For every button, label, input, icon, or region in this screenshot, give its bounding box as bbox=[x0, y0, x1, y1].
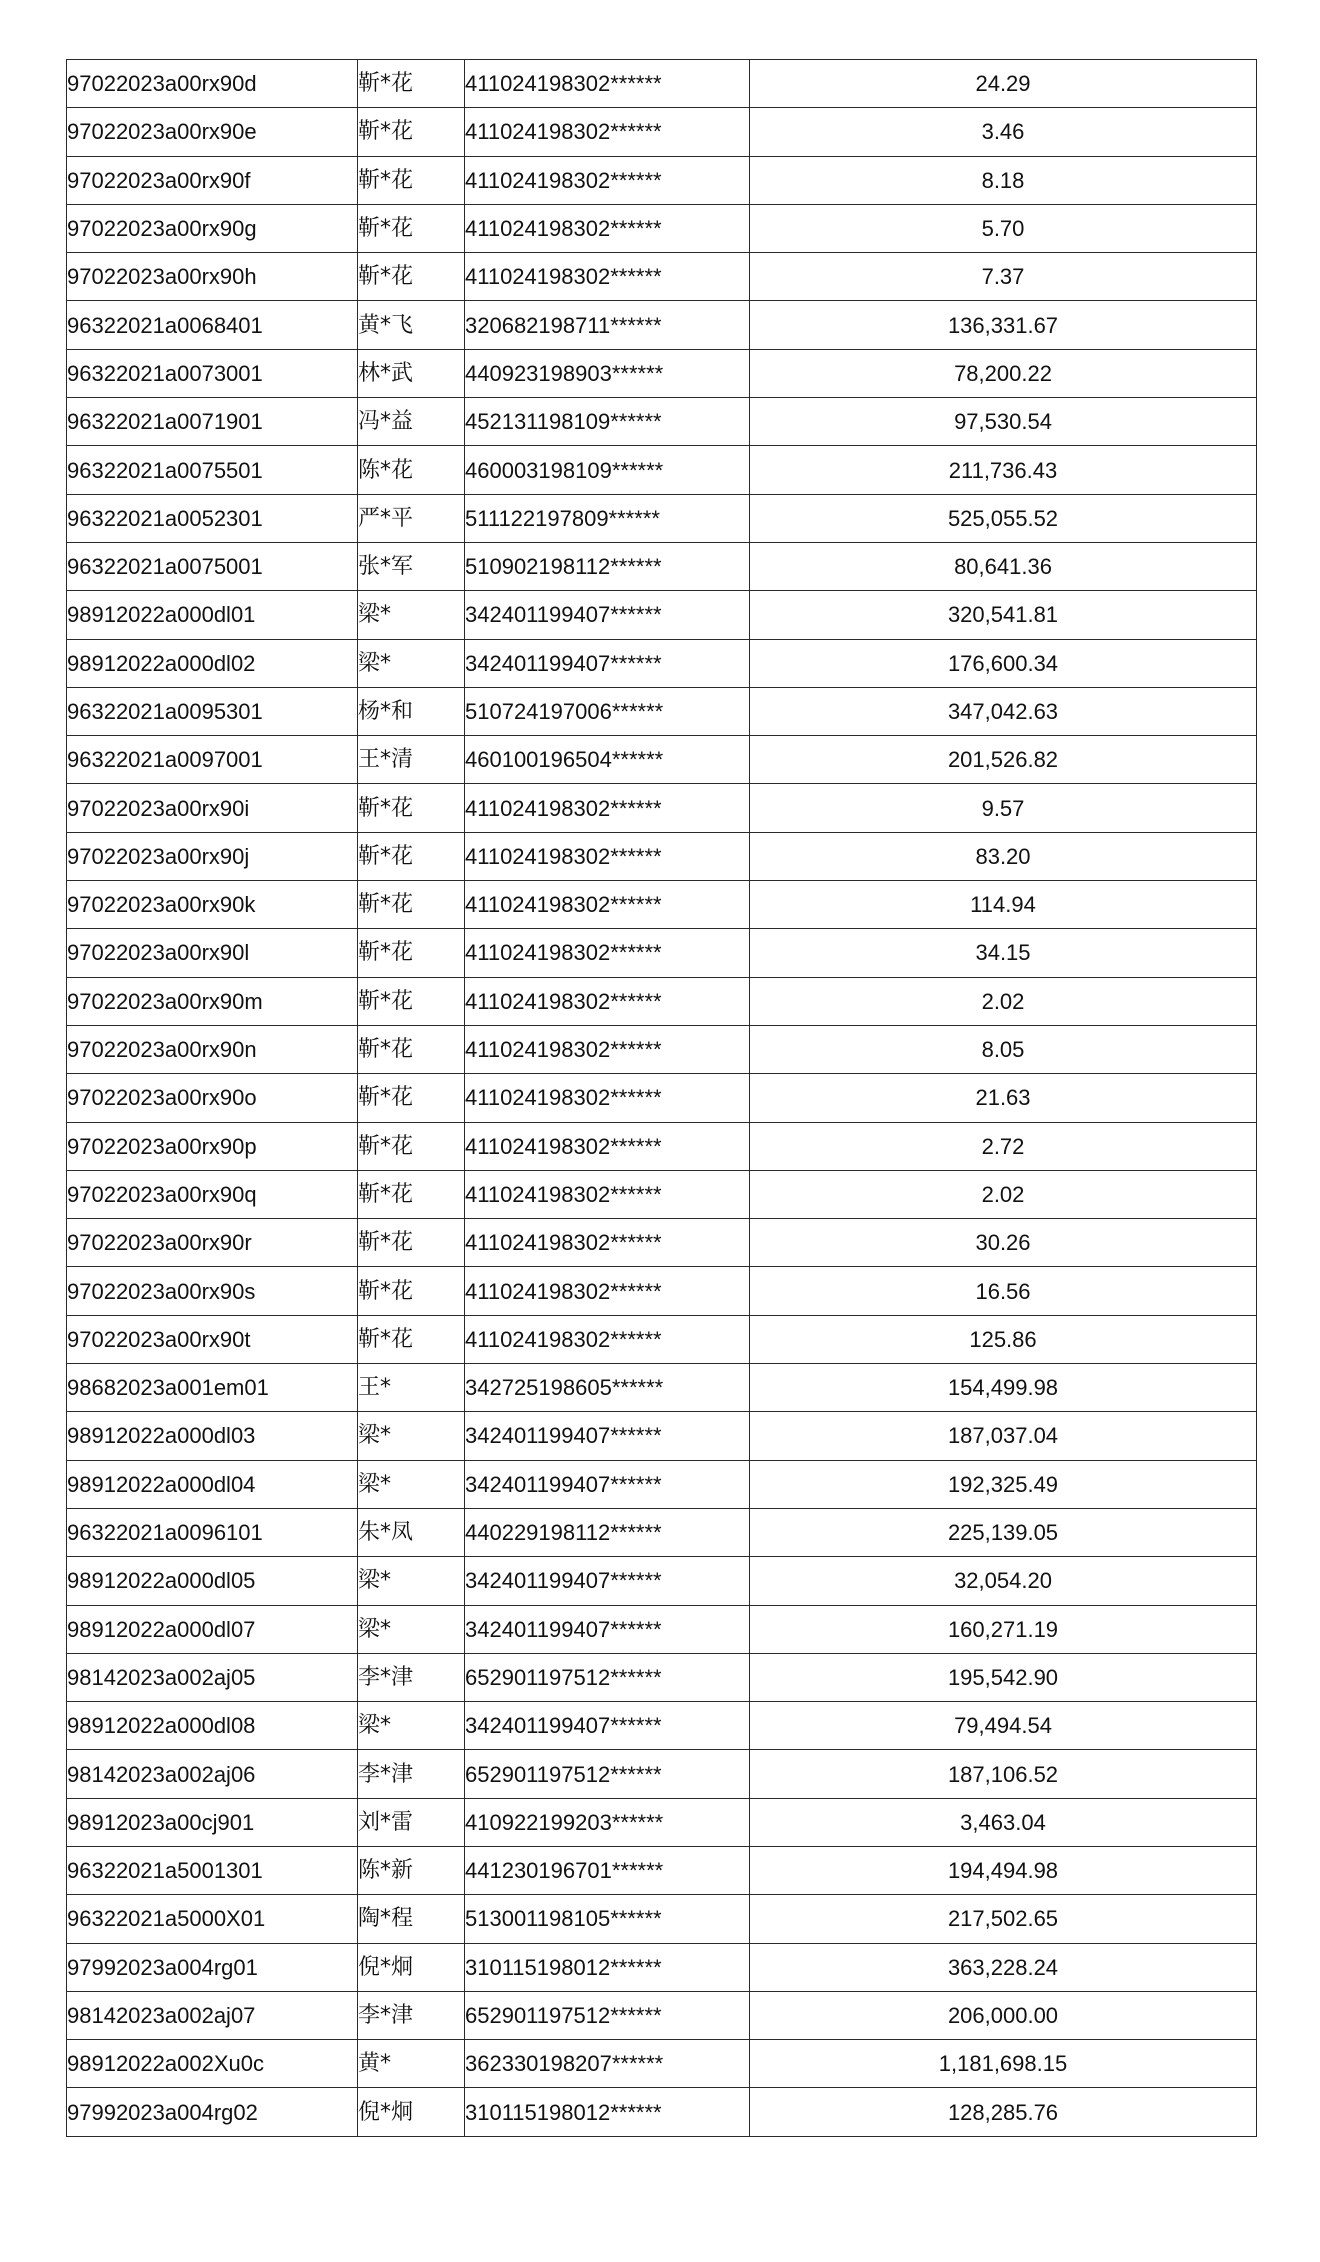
id-number-cell: 411024198302****** bbox=[465, 1315, 750, 1363]
amount-cell: 8.05 bbox=[750, 1025, 1257, 1073]
id-number-cell: 411024198302****** bbox=[465, 60, 750, 108]
amount-cell: 217,502.65 bbox=[750, 1895, 1257, 1943]
record-id-cell: 97022023a00rx90r bbox=[67, 1219, 358, 1267]
holder-name-cell: 靳*花 bbox=[358, 1025, 465, 1073]
amount-cell: 225,139.05 bbox=[750, 1508, 1257, 1556]
id-number-cell: 310115198012****** bbox=[465, 1943, 750, 1991]
table-row bbox=[67, 977, 1257, 1025]
holder-name-cell: 刘*雷 bbox=[358, 1798, 465, 1846]
id-number-cell: 411024198302****** bbox=[465, 253, 750, 301]
id-number-cell: 440923198903****** bbox=[465, 349, 750, 397]
amount-cell: 187,037.04 bbox=[750, 1412, 1257, 1460]
holder-name-cell: 黄* bbox=[358, 2040, 465, 2088]
id-number-cell: 411024198302****** bbox=[465, 929, 750, 977]
amount-cell: 3.46 bbox=[750, 108, 1257, 156]
amount-cell: 211,736.43 bbox=[750, 446, 1257, 494]
table-row bbox=[67, 542, 1257, 590]
id-number-cell: 411024198302****** bbox=[465, 156, 750, 204]
id-number-cell: 310115198012****** bbox=[465, 2088, 750, 2136]
id-number-cell: 652901197512****** bbox=[465, 1991, 750, 2039]
record-id-cell: 98912022a000dl05 bbox=[67, 1557, 358, 1605]
holder-name-cell: 王*清 bbox=[358, 736, 465, 784]
table-row bbox=[67, 1750, 1257, 1798]
amount-cell: 78,200.22 bbox=[750, 349, 1257, 397]
table-row bbox=[67, 1412, 1257, 1460]
holder-name-cell: 靳*花 bbox=[358, 881, 465, 929]
amount-cell: 525,055.52 bbox=[750, 494, 1257, 542]
record-id-cell: 97022023a00rx90t bbox=[67, 1315, 358, 1363]
record-id-cell: 96322021a0052301 bbox=[67, 494, 358, 542]
table-row bbox=[67, 1557, 1257, 1605]
holder-name-cell: 李*津 bbox=[358, 1991, 465, 2039]
id-number-cell: 452131198109****** bbox=[465, 398, 750, 446]
amount-cell: 195,542.90 bbox=[750, 1653, 1257, 1701]
record-id-cell: 96322021a0071901 bbox=[67, 398, 358, 446]
table-row bbox=[67, 253, 1257, 301]
id-number-cell: 411024198302****** bbox=[465, 108, 750, 156]
amount-cell: 30.26 bbox=[750, 1219, 1257, 1267]
holder-name-cell: 靳*花 bbox=[358, 929, 465, 977]
holder-name-cell: 梁* bbox=[358, 1412, 465, 1460]
holder-name-cell: 梁* bbox=[358, 591, 465, 639]
id-number-cell: 513001198105****** bbox=[465, 1895, 750, 1943]
holder-name-cell: 靳*花 bbox=[358, 1267, 465, 1315]
record-id-cell: 98912022a000dl02 bbox=[67, 639, 358, 687]
table-row bbox=[67, 639, 1257, 687]
record-id-cell: 98912022a000dl03 bbox=[67, 1412, 358, 1460]
record-id-cell: 96322021a0075501 bbox=[67, 446, 358, 494]
record-id-cell: 97022023a00rx90e bbox=[67, 108, 358, 156]
holder-name-cell: 梁* bbox=[358, 1702, 465, 1750]
id-number-cell: 342401199407****** bbox=[465, 1460, 750, 1508]
amount-cell: 187,106.52 bbox=[750, 1750, 1257, 1798]
record-id-cell: 97022023a00rx90p bbox=[67, 1122, 358, 1170]
amount-cell: 206,000.00 bbox=[750, 1991, 1257, 2039]
holder-name-cell: 梁* bbox=[358, 1605, 465, 1653]
table-row bbox=[67, 1702, 1257, 1750]
record-id-cell: 97992023a004rg01 bbox=[67, 1943, 358, 1991]
table-row bbox=[67, 60, 1257, 108]
amount-cell: 34.15 bbox=[750, 929, 1257, 977]
holder-name-cell: 靳*花 bbox=[358, 204, 465, 252]
amount-cell: 80,641.36 bbox=[750, 542, 1257, 590]
table-row bbox=[67, 784, 1257, 832]
table-row bbox=[67, 1315, 1257, 1363]
table-row bbox=[67, 1508, 1257, 1556]
table-row bbox=[67, 1460, 1257, 1508]
table-row bbox=[67, 1025, 1257, 1073]
holder-name-cell: 王* bbox=[358, 1364, 465, 1412]
amount-cell: 128,285.76 bbox=[750, 2088, 1257, 2136]
table-row bbox=[67, 349, 1257, 397]
record-id-cell: 98912022a000dl01 bbox=[67, 591, 358, 639]
id-number-cell: 411024198302****** bbox=[465, 1170, 750, 1218]
table-row bbox=[67, 1943, 1257, 1991]
table-row bbox=[67, 1991, 1257, 2039]
record-id-cell: 96322021a5001301 bbox=[67, 1846, 358, 1894]
record-id-cell: 97992023a004rg02 bbox=[67, 2088, 358, 2136]
record-id-cell: 98142023a002aj05 bbox=[67, 1653, 358, 1701]
amount-cell: 2.02 bbox=[750, 977, 1257, 1025]
amount-cell: 79,494.54 bbox=[750, 1702, 1257, 1750]
table-row bbox=[67, 1895, 1257, 1943]
holder-name-cell: 靳*花 bbox=[358, 832, 465, 880]
id-number-cell: 342401199407****** bbox=[465, 639, 750, 687]
amount-cell: 125.86 bbox=[750, 1315, 1257, 1363]
table-row bbox=[67, 1364, 1257, 1412]
id-number-cell: 440229198112****** bbox=[465, 1508, 750, 1556]
table-row bbox=[67, 2088, 1257, 2136]
holder-name-cell: 冯*益 bbox=[358, 398, 465, 446]
table-row bbox=[67, 1798, 1257, 1846]
table-row bbox=[67, 1846, 1257, 1894]
table-row bbox=[67, 301, 1257, 349]
id-number-cell: 411024198302****** bbox=[465, 1074, 750, 1122]
holder-name-cell: 倪*炯 bbox=[358, 1943, 465, 1991]
record-id-cell: 97022023a00rx90o bbox=[67, 1074, 358, 1122]
record-id-cell: 97022023a00rx90n bbox=[67, 1025, 358, 1073]
table-row bbox=[67, 1605, 1257, 1653]
id-number-cell: 441230196701****** bbox=[465, 1846, 750, 1894]
amount-cell: 21.63 bbox=[750, 1074, 1257, 1122]
id-number-cell: 342401199407****** bbox=[465, 1557, 750, 1605]
table-row bbox=[67, 929, 1257, 977]
record-id-cell: 97022023a00rx90l bbox=[67, 929, 358, 977]
amount-cell: 201,526.82 bbox=[750, 736, 1257, 784]
record-id-cell: 96322021a0075001 bbox=[67, 542, 358, 590]
id-number-cell: 511122197809****** bbox=[465, 494, 750, 542]
table-row bbox=[67, 398, 1257, 446]
holder-name-cell: 靳*花 bbox=[358, 1074, 465, 1122]
record-id-cell: 96322021a5000X01 bbox=[67, 1895, 358, 1943]
holder-name-cell: 靳*花 bbox=[358, 253, 465, 301]
holder-name-cell: 靳*花 bbox=[358, 1315, 465, 1363]
record-id-cell: 97022023a00rx90h bbox=[67, 253, 358, 301]
id-number-cell: 411024198302****** bbox=[465, 881, 750, 929]
table-row bbox=[67, 494, 1257, 542]
holder-name-cell: 靳*花 bbox=[358, 60, 465, 108]
id-number-cell: 410922199203****** bbox=[465, 1798, 750, 1846]
amount-cell: 320,541.81 bbox=[750, 591, 1257, 639]
id-number-cell: 320682198711****** bbox=[465, 301, 750, 349]
amount-cell: 154,499.98 bbox=[750, 1364, 1257, 1412]
id-number-cell: 411024198302****** bbox=[465, 1122, 750, 1170]
id-number-cell: 460003198109****** bbox=[465, 446, 750, 494]
id-number-cell: 411024198302****** bbox=[465, 204, 750, 252]
holder-name-cell: 张*军 bbox=[358, 542, 465, 590]
amount-cell: 194,494.98 bbox=[750, 1846, 1257, 1894]
record-id-cell: 98682023a001em01 bbox=[67, 1364, 358, 1412]
holder-name-cell: 李*津 bbox=[358, 1653, 465, 1701]
holder-name-cell: 靳*花 bbox=[358, 1170, 465, 1218]
holder-name-cell: 朱*凤 bbox=[358, 1508, 465, 1556]
amount-cell: 363,228.24 bbox=[750, 1943, 1257, 1991]
record-id-cell: 96322021a0096101 bbox=[67, 1508, 358, 1556]
table-row bbox=[67, 446, 1257, 494]
id-number-cell: 411024198302****** bbox=[465, 832, 750, 880]
record-id-cell: 97022023a00rx90m bbox=[67, 977, 358, 1025]
holder-name-cell: 陈*花 bbox=[358, 446, 465, 494]
id-number-cell: 411024198302****** bbox=[465, 977, 750, 1025]
holder-name-cell: 陈*新 bbox=[358, 1846, 465, 1894]
holder-name-cell: 倪*炯 bbox=[358, 2088, 465, 2136]
holder-name-cell: 梁* bbox=[358, 1557, 465, 1605]
table-row bbox=[67, 1122, 1257, 1170]
record-id-cell: 97022023a00rx90j bbox=[67, 832, 358, 880]
holder-name-cell: 杨*和 bbox=[358, 687, 465, 735]
id-number-cell: 342401199407****** bbox=[465, 1412, 750, 1460]
amount-cell: 136,331.67 bbox=[750, 301, 1257, 349]
holder-name-cell: 靳*花 bbox=[358, 156, 465, 204]
amount-cell: 9.57 bbox=[750, 784, 1257, 832]
record-id-cell: 98912022a000dl07 bbox=[67, 1605, 358, 1653]
amount-cell: 3,463.04 bbox=[750, 1798, 1257, 1846]
id-number-cell: 342401199407****** bbox=[465, 1702, 750, 1750]
id-number-cell: 411024198302****** bbox=[465, 784, 750, 832]
id-number-cell: 652901197512****** bbox=[465, 1653, 750, 1701]
record-id-cell: 96322021a0068401 bbox=[67, 301, 358, 349]
holder-name-cell: 梁* bbox=[358, 1460, 465, 1508]
id-number-cell: 652901197512****** bbox=[465, 1750, 750, 1798]
amount-cell: 192,325.49 bbox=[750, 1460, 1257, 1508]
record-id-cell: 97022023a00rx90f bbox=[67, 156, 358, 204]
record-id-cell: 97022023a00rx90q bbox=[67, 1170, 358, 1218]
table-row bbox=[67, 832, 1257, 880]
id-number-cell: 411024198302****** bbox=[465, 1025, 750, 1073]
holder-name-cell: 陶*程 bbox=[358, 1895, 465, 1943]
table-row bbox=[67, 1653, 1257, 1701]
records-table bbox=[66, 59, 1257, 2137]
record-id-cell: 96322021a0097001 bbox=[67, 736, 358, 784]
id-number-cell: 362330198207****** bbox=[465, 2040, 750, 2088]
table-row bbox=[67, 1267, 1257, 1315]
amount-cell: 2.02 bbox=[750, 1170, 1257, 1218]
amount-cell: 160,271.19 bbox=[750, 1605, 1257, 1653]
table-row bbox=[67, 687, 1257, 735]
record-id-cell: 97022023a00rx90k bbox=[67, 881, 358, 929]
record-id-cell: 97022023a00rx90s bbox=[67, 1267, 358, 1315]
holder-name-cell: 靳*花 bbox=[358, 108, 465, 156]
holder-name-cell: 严*平 bbox=[358, 494, 465, 542]
table-row bbox=[67, 1219, 1257, 1267]
record-id-cell: 97022023a00rx90d bbox=[67, 60, 358, 108]
id-number-cell: 342401199407****** bbox=[465, 1605, 750, 1653]
amount-cell: 347,042.63 bbox=[750, 687, 1257, 735]
table-row bbox=[67, 204, 1257, 252]
holder-name-cell: 黄*飞 bbox=[358, 301, 465, 349]
record-id-cell: 98912022a000dl08 bbox=[67, 1702, 358, 1750]
id-number-cell: 411024198302****** bbox=[465, 1219, 750, 1267]
id-number-cell: 411024198302****** bbox=[465, 1267, 750, 1315]
holder-name-cell: 靳*花 bbox=[358, 1219, 465, 1267]
amount-cell: 83.20 bbox=[750, 832, 1257, 880]
record-id-cell: 97022023a00rx90g bbox=[67, 204, 358, 252]
amount-cell: 114.94 bbox=[750, 881, 1257, 929]
table-row bbox=[67, 1170, 1257, 1218]
id-number-cell: 342401199407****** bbox=[465, 591, 750, 639]
record-id-cell: 98912022a000dl04 bbox=[67, 1460, 358, 1508]
amount-cell: 5.70 bbox=[750, 204, 1257, 252]
record-id-cell: 98142023a002aj07 bbox=[67, 1991, 358, 2039]
holder-name-cell: 李*津 bbox=[358, 1750, 465, 1798]
table-row bbox=[67, 2040, 1257, 2088]
id-number-cell: 510902198112****** bbox=[465, 542, 750, 590]
amount-cell: 24.29 bbox=[750, 60, 1257, 108]
record-id-cell: 97022023a00rx90i bbox=[67, 784, 358, 832]
amount-cell: 2.72 bbox=[750, 1122, 1257, 1170]
record-id-cell: 98142023a002aj06 bbox=[67, 1750, 358, 1798]
holder-name-cell: 靳*花 bbox=[358, 784, 465, 832]
amount-cell: 176,600.34 bbox=[750, 639, 1257, 687]
table-row bbox=[67, 881, 1257, 929]
table-row bbox=[67, 156, 1257, 204]
amount-cell: 8.18 bbox=[750, 156, 1257, 204]
record-id-cell: 96322021a0095301 bbox=[67, 687, 358, 735]
holder-name-cell: 靳*花 bbox=[358, 977, 465, 1025]
amount-cell: 7.37 bbox=[750, 253, 1257, 301]
table-row bbox=[67, 736, 1257, 784]
holder-name-cell: 林*武 bbox=[358, 349, 465, 397]
amount-cell: 1,181,698.15 bbox=[750, 2040, 1257, 2088]
amount-cell: 32,054.20 bbox=[750, 1557, 1257, 1605]
amount-cell: 97,530.54 bbox=[750, 398, 1257, 446]
record-id-cell: 98912022a002Xu0c bbox=[67, 2040, 358, 2088]
table-row bbox=[67, 591, 1257, 639]
records-table-body bbox=[67, 60, 1257, 2137]
record-id-cell: 96322021a0073001 bbox=[67, 349, 358, 397]
table-row bbox=[67, 108, 1257, 156]
holder-name-cell: 靳*花 bbox=[358, 1122, 465, 1170]
record-id-cell: 98912023a00cj901 bbox=[67, 1798, 358, 1846]
holder-name-cell: 梁* bbox=[358, 639, 465, 687]
amount-cell: 16.56 bbox=[750, 1267, 1257, 1315]
id-number-cell: 510724197006****** bbox=[465, 687, 750, 735]
table-row bbox=[67, 1074, 1257, 1122]
id-number-cell: 342725198605****** bbox=[465, 1364, 750, 1412]
id-number-cell: 460100196504****** bbox=[465, 736, 750, 784]
